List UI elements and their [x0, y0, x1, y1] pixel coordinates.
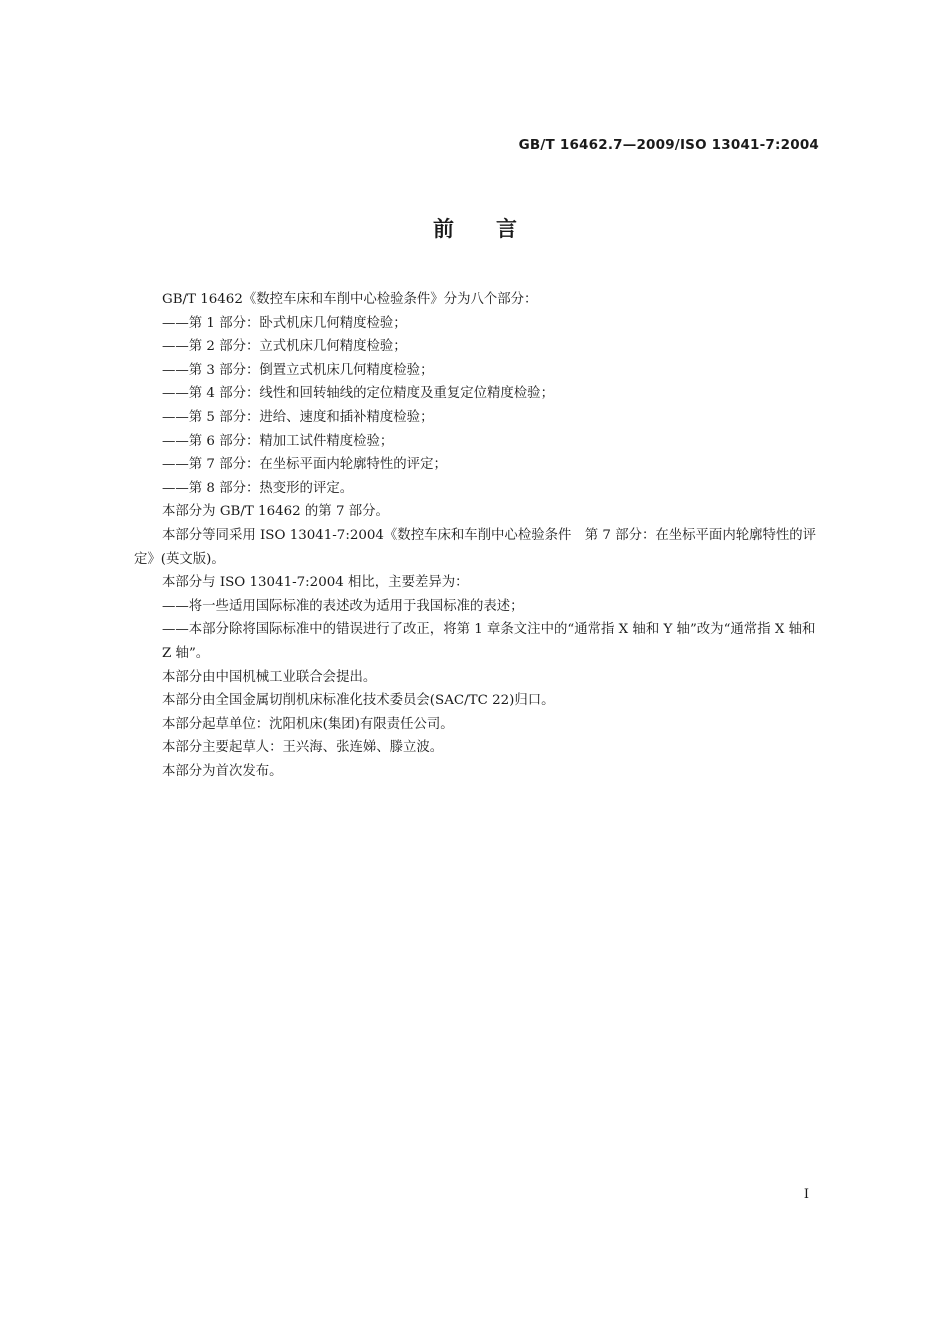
list-item: ——第 4 部分：线性和回转轴线的定位精度及重复定位精度检验； [162, 386, 554, 402]
page-title: 前言 [433, 217, 559, 241]
page-number: I [803, 1187, 809, 1202]
list-item: ——第 1 部分：卧式机床几何精度检验； [162, 315, 407, 331]
list-item: ——本部分除将国际标准中的错误进行了改正，将第 1 章条文注中的“通常指 X 轴和 Y 轴”改为“通常指 X 轴和 Z 轴”。 [162, 622, 816, 661]
differences-intro: 本部分与 ISO 13041-7:2004 相比，主要差异为： [162, 575, 469, 591]
intro-paragraph: GB/T 16462《数控车床和车削中心检验条件》分为八个部分： [162, 292, 538, 307]
list-item: ——第 8 部分：热变形的评定。 [162, 480, 354, 496]
first-release-paragraph: 本部分为首次发布。 [162, 763, 283, 779]
centralized-by-paragraph: 本部分由全国金属切削机床标准化技术委员会(SAC/TC 22)归口。 [162, 693, 555, 709]
list-item: ——第 6 部分：精加工试件精度检验； [162, 433, 394, 449]
foreword-body [134, 288, 820, 783]
list-item: ——第 5 部分：进给、速度和插补精度检验； [162, 409, 434, 425]
list-item: ——第 3 部分：倒置立式机床几何精度检验； [162, 362, 434, 378]
list-item: ——第 2 部分：立式机床几何精度检验； [162, 339, 407, 355]
standard-code: GB/T 16462.7—2009/ISO 13041-7:2004 [518, 137, 819, 153]
list-item: ——第 7 部分：在坐标平面内轮廓特性的评定； [162, 457, 447, 473]
adoption-paragraph: 本部分等同采用 ISO 13041-7:2004《数控车床和车削中心检验条件 第 7 部分：在坐标平面内轮廓特性的评定》(英文版)。 [134, 527, 817, 567]
list-item: ——将一些适用国际标准的表述改为适用于我国标准的表述； [162, 598, 524, 614]
drafters-paragraph: 本部分主要起草人：王兴海、张连娣、滕立波。 [162, 740, 444, 756]
drafting-unit-paragraph: 本部分起草单位：沈阳机床(集团)有限责任公司。 [162, 716, 454, 732]
this-part-paragraph: 本部分为 GB/T 16462 的第 7 部分。 [162, 504, 389, 520]
proposed-by-paragraph: 本部分由中国机械工业联合会提出。 [162, 669, 377, 685]
